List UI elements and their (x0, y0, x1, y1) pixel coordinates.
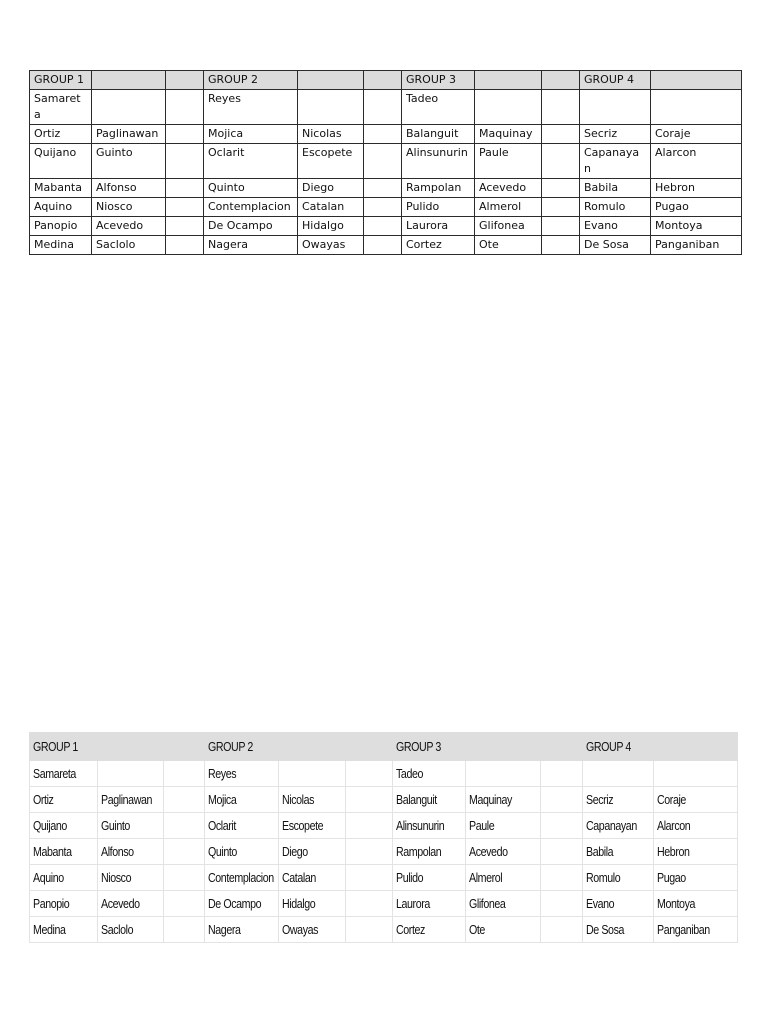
table-cell: Almerol (475, 198, 542, 217)
table-cell (166, 236, 204, 255)
cell-text: Ortiz (33, 792, 54, 807)
table-cell (164, 865, 205, 891)
table-cell: Cortez (402, 236, 475, 255)
table-cell: Paglinawan (92, 125, 166, 144)
table-cell (30, 917, 98, 943)
table-cell (98, 761, 164, 787)
table-cell (205, 733, 279, 761)
table-top-body (30, 71, 742, 255)
cell-text: Alarcon (657, 818, 691, 833)
table-cell (654, 761, 738, 787)
table-cell (30, 865, 98, 891)
cell-text: Samareta (33, 766, 76, 781)
cell-text: Owayas (282, 922, 319, 937)
cell-text: Guinto (101, 818, 130, 833)
cell-text: Laurora (396, 896, 430, 911)
table-cell: Pulido (402, 198, 475, 217)
table-cell (651, 90, 742, 125)
table-bottom-body (30, 733, 738, 943)
cell-text: Reyes (208, 766, 237, 781)
table-cell (164, 733, 205, 761)
table-cell: De Sosa (580, 236, 651, 255)
table-cell (654, 917, 738, 943)
table-row (30, 236, 742, 255)
table-cell: Secriz (580, 125, 651, 144)
table-row (30, 125, 742, 144)
table-cell (466, 733, 541, 761)
table-cell: Pugao (651, 198, 742, 217)
cell-text: Alinsunurin (396, 818, 445, 833)
table-cell (164, 891, 205, 917)
table-cell (346, 787, 393, 813)
table-cell (205, 865, 279, 891)
table-cell (298, 71, 364, 90)
table-cell: Montoya (651, 217, 742, 236)
table-cell (298, 90, 364, 125)
table-cell (466, 865, 541, 891)
table-cell (393, 761, 466, 787)
table-cell (205, 813, 279, 839)
table-cell: Nicolas (298, 125, 364, 144)
cell-text: Acevedo (101, 896, 140, 911)
table-cell (98, 891, 164, 917)
table-cell (364, 198, 402, 217)
cell-text: Niosco (101, 870, 132, 885)
table-cell (279, 733, 346, 761)
table-cell: Tadeo (402, 90, 475, 125)
table-cell: Samareta (30, 90, 92, 125)
table-cell (30, 839, 98, 865)
table-row (30, 198, 742, 217)
table-cell: Balanguit (402, 125, 475, 144)
table-cell: Quijano (30, 144, 92, 179)
table-cell (583, 733, 654, 761)
table-cell (98, 839, 164, 865)
cell-text: Nagera (208, 922, 241, 937)
table-cell (393, 787, 466, 813)
cell-text: Rampolan (396, 844, 442, 859)
table-cell: Alarcon (651, 144, 742, 179)
cell-text: GROUP 3 (396, 739, 441, 754)
table-cell: Niosco (92, 198, 166, 217)
table-cell (393, 917, 466, 943)
table-cell (164, 917, 205, 943)
table-cell: Catalan (298, 198, 364, 217)
table-cell: Aquino (30, 198, 92, 217)
table-row (30, 761, 738, 787)
table-cell: Acevedo (475, 179, 542, 198)
table-cell (279, 917, 346, 943)
table-cell (651, 71, 742, 90)
table-cell (654, 813, 738, 839)
table-cell: Panopio (30, 217, 92, 236)
table-cell (541, 787, 583, 813)
table-cell: Evano (580, 217, 651, 236)
table-cell (98, 733, 164, 761)
table-row (30, 217, 742, 236)
table-cell (654, 865, 738, 891)
cell-text: GROUP 4 (586, 739, 631, 754)
table-cell (30, 733, 98, 761)
cell-text: Balanguit (396, 792, 437, 807)
cell-text: Babila (586, 844, 614, 859)
table-cell (466, 761, 541, 787)
group-table-bottom (29, 732, 738, 943)
cell-text: Saclolo (101, 922, 134, 937)
cell-text: Hebron (657, 844, 690, 859)
table-cell (541, 839, 583, 865)
table-cell (542, 198, 580, 217)
table-cell (30, 813, 98, 839)
table-cell (393, 813, 466, 839)
cell-text: Panopio (33, 896, 70, 911)
table-cell: Laurora (402, 217, 475, 236)
table-cell (542, 71, 580, 90)
table-cell: Maquinay (475, 125, 542, 144)
table-row (30, 90, 742, 125)
table-cell (364, 179, 402, 198)
table-cell (92, 90, 166, 125)
table-row (30, 787, 738, 813)
table-cell (583, 787, 654, 813)
table-row (30, 813, 738, 839)
table-cell (364, 217, 402, 236)
cell-text: De Sosa (586, 922, 625, 937)
table-cell (166, 217, 204, 236)
table-cell (542, 236, 580, 255)
table-cell (346, 761, 393, 787)
table-cell: Acevedo (92, 217, 166, 236)
cell-text: Maquinay (469, 792, 512, 807)
table-cell (364, 236, 402, 255)
cell-text: Medina (33, 922, 66, 937)
table-cell (364, 144, 402, 179)
table-cell (466, 787, 541, 813)
cell-text: Quinto (208, 844, 237, 859)
cell-text: Glifonea (469, 896, 506, 911)
cell-text: GROUP 1 (33, 739, 78, 754)
table-row (30, 839, 738, 865)
table-cell: Contemplacion (204, 198, 298, 217)
table-cell (30, 787, 98, 813)
table-cell (166, 90, 204, 125)
table-cell (583, 761, 654, 787)
table-cell (393, 839, 466, 865)
table-cell (164, 813, 205, 839)
table-cell (541, 761, 583, 787)
table-cell (654, 839, 738, 865)
table-cell (346, 917, 393, 943)
table-cell (542, 217, 580, 236)
cell-text: Escopete (282, 818, 324, 833)
table-cell (30, 891, 98, 917)
cell-text: Ote (469, 922, 485, 937)
table-cell (166, 179, 204, 198)
table-row (30, 891, 738, 917)
cell-text: Romulo (586, 870, 621, 885)
cell-text: Oclarit (208, 818, 236, 833)
table-cell: GROUP 4 (580, 71, 651, 90)
table-cell: Mabanta (30, 179, 92, 198)
table-cell (346, 865, 393, 891)
cell-text: Panganiban (657, 922, 710, 937)
table-cell: Romulo (580, 198, 651, 217)
table-cell: Medina (30, 236, 92, 255)
table-cell (30, 761, 98, 787)
table-cell (98, 917, 164, 943)
table-cell (205, 761, 279, 787)
table-cell: GROUP 3 (402, 71, 475, 90)
table-cell: GROUP 2 (204, 71, 298, 90)
cell-text: Tadeo (396, 766, 423, 781)
table-cell (654, 891, 738, 917)
table-cell (166, 198, 204, 217)
cell-text: Paglinawan (101, 792, 153, 807)
table-cell: Saclolo (92, 236, 166, 255)
table-cell (98, 787, 164, 813)
cell-text: Coraje (657, 792, 686, 807)
table-cell (279, 891, 346, 917)
table-cell (466, 891, 541, 917)
table-cell (364, 71, 402, 90)
table-cell (164, 839, 205, 865)
table-cell: Alinsunurin (402, 144, 475, 179)
cell-text: Acevedo (469, 844, 508, 859)
table-cell: Oclarit (204, 144, 298, 179)
table-cell: Reyes (204, 90, 298, 125)
table-cell (542, 90, 580, 125)
table-cell (164, 761, 205, 787)
table-cell: Glifonea (475, 217, 542, 236)
table-cell: Coraje (651, 125, 742, 144)
cell-text: Capanayan (586, 818, 637, 833)
table-cell (364, 125, 402, 144)
table-cell (205, 839, 279, 865)
table-cell: Diego (298, 179, 364, 198)
table-cell (166, 144, 204, 179)
table-cell: Quinto (204, 179, 298, 198)
table-cell: Hidalgo (298, 217, 364, 236)
group-table-top (29, 70, 742, 255)
table-cell: Panganiban (651, 236, 742, 255)
table-cell (475, 71, 542, 90)
table-cell (541, 865, 583, 891)
cell-text: Mojica (208, 792, 237, 807)
table-cell: Guinto (92, 144, 166, 179)
table-row (30, 865, 738, 891)
table-cell (98, 813, 164, 839)
table-cell (205, 891, 279, 917)
cell-text: Diego (282, 844, 308, 859)
table-cell (166, 125, 204, 144)
table-cell (279, 813, 346, 839)
cell-text: Mabanta (33, 844, 72, 859)
table-cell: Owayas (298, 236, 364, 255)
table-cell (466, 813, 541, 839)
table-cell: Hebron (651, 179, 742, 198)
table-cell (466, 839, 541, 865)
table-row (30, 917, 738, 943)
table-cell: Ote (475, 236, 542, 255)
table-cell (164, 787, 205, 813)
table-cell (346, 813, 393, 839)
table-cell (346, 839, 393, 865)
table-cell: Rampolan (402, 179, 475, 198)
table-cell (205, 917, 279, 943)
table-cell (654, 787, 738, 813)
table-cell (541, 891, 583, 917)
cell-text: De Ocampo (208, 896, 262, 911)
table-cell (279, 787, 346, 813)
cell-text: Aquino (33, 870, 64, 885)
cell-text: Evano (586, 896, 615, 911)
table-row (30, 179, 742, 198)
table-cell: Paule (475, 144, 542, 179)
table-cell (393, 733, 466, 761)
table-cell: Capanayan (580, 144, 651, 179)
table-cell: De Ocampo (204, 217, 298, 236)
cell-text: Quijano (33, 818, 67, 833)
table-cell (475, 90, 542, 125)
cell-text: GROUP 2 (208, 739, 253, 754)
table-cell (542, 144, 580, 179)
table-cell (654, 733, 738, 761)
table-cell: Ortiz (30, 125, 92, 144)
table-cell (580, 90, 651, 125)
cell-text: Catalan (282, 870, 316, 885)
cell-text: Paule (469, 818, 495, 833)
table-cell (98, 865, 164, 891)
table-cell (279, 865, 346, 891)
table-cell (346, 891, 393, 917)
table-cell (542, 125, 580, 144)
cell-text: Montoya (657, 896, 696, 911)
table-cell: Escopete (298, 144, 364, 179)
table-cell (583, 839, 654, 865)
table-cell (583, 865, 654, 891)
cell-text: Cortez (396, 922, 425, 937)
table-cell (364, 90, 402, 125)
table-cell (541, 813, 583, 839)
cell-text: Secriz (586, 792, 614, 807)
table-cell (279, 761, 346, 787)
cell-text: Almerol (469, 870, 503, 885)
table-cell (541, 733, 583, 761)
table-row (30, 144, 742, 179)
table-cell (541, 917, 583, 943)
table-cell: Nagera (204, 236, 298, 255)
cell-text: Pugao (657, 870, 686, 885)
table-cell (205, 787, 279, 813)
table-cell: Alfonso (92, 179, 166, 198)
table-cell: Babila (580, 179, 651, 198)
table-cell (542, 179, 580, 198)
table-cell (166, 71, 204, 90)
table-cell (346, 733, 393, 761)
table-header-row (30, 71, 742, 90)
cell-text: Pulido (396, 870, 424, 885)
table-cell (583, 891, 654, 917)
table-cell (393, 865, 466, 891)
cell-text: Nicolas (282, 792, 315, 807)
table-cell (583, 917, 654, 943)
cell-text: Hidalgo (282, 896, 316, 911)
cell-text: Contemplacion (208, 870, 274, 885)
table-cell: Mojica (204, 125, 298, 144)
cell-text: Alfonso (101, 844, 134, 859)
table-cell (393, 891, 466, 917)
table-cell (466, 917, 541, 943)
table-cell (583, 813, 654, 839)
table-header-row (30, 733, 738, 761)
table-cell: GROUP 1 (30, 71, 92, 90)
table-cell (92, 71, 166, 90)
table-cell (279, 839, 346, 865)
